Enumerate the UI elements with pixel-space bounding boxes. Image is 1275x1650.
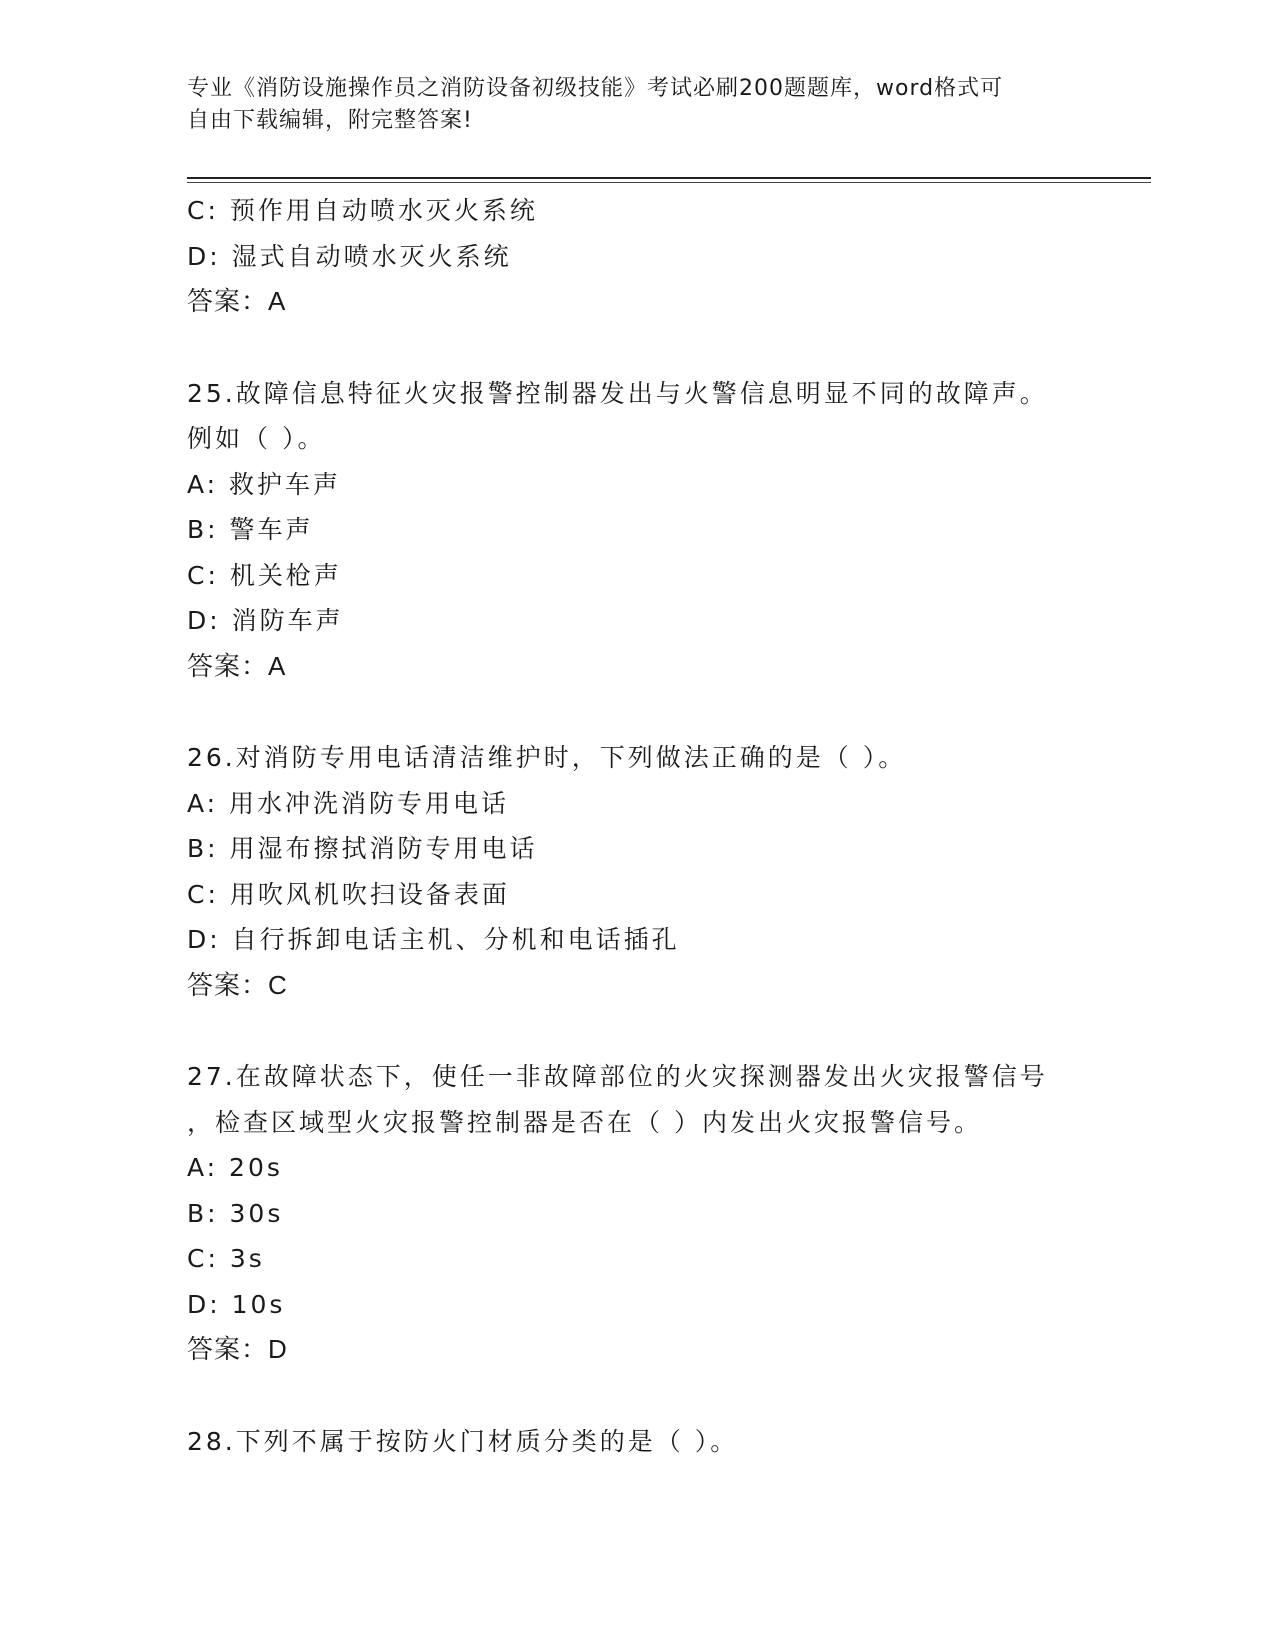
question-stem: 27.在故障状态下，使任一非故障部位的火灾探测器发出火灾报警信号 bbox=[187, 1062, 1048, 1091]
question-list bbox=[187, 188, 1087, 1464]
spacer bbox=[187, 1008, 1087, 1054]
spacer bbox=[187, 325, 1087, 371]
option-b: B: 警车声 bbox=[187, 515, 314, 544]
option-c: C: 用吹风机吹扫设备表面 bbox=[187, 879, 510, 909]
answer-line: 答案：A bbox=[187, 286, 287, 316]
question-stem: 28.下列不属于按防火门材质分类的是（ ）。 bbox=[187, 1426, 739, 1456]
option-c: C: 3s bbox=[187, 1244, 265, 1273]
answer-line: 答案：D bbox=[187, 1334, 288, 1364]
spacer bbox=[187, 689, 1087, 735]
header-divider-thin bbox=[187, 182, 1151, 183]
question-28 bbox=[187, 1419, 1087, 1465]
question-25 bbox=[187, 371, 1087, 690]
question-stem-continued: 例如（ ）。 bbox=[187, 424, 326, 453]
option-c: C: 预作用自动喷水灭火系统 bbox=[187, 196, 538, 225]
spacer bbox=[187, 1373, 1087, 1419]
question-27 bbox=[187, 1054, 1087, 1373]
question-stem-continued: ，检查区域型火灾报警控制器是否在（ ）内发出火灾报警信号。 bbox=[187, 1107, 982, 1137]
question-stem: 26.对消防专用电话清洁维护时，下列做法正确的是（ ）。 bbox=[187, 743, 907, 772]
option-b: B: 用湿布擦拭消防专用电话 bbox=[187, 834, 538, 863]
question-stem: 25.故障信息特征火灾报警控制器发出与火警信息明显不同的故障声。 bbox=[187, 378, 1048, 408]
answer-line: 答案：C bbox=[187, 969, 288, 1000]
option-a: A: 20s bbox=[187, 1153, 283, 1182]
option-d: D: 自行拆卸电话主机、分机和电话插孔 bbox=[187, 925, 680, 954]
carryover-question bbox=[187, 188, 1087, 325]
answer-line: 答案：A bbox=[187, 650, 287, 681]
option-d: D: 10s bbox=[187, 1289, 286, 1319]
option-a: A: 用水冲洗消防专用电话 bbox=[187, 788, 510, 818]
option-d: D: 消防车声 bbox=[187, 606, 344, 635]
header-line-2: 自由下载编辑，附完整答案! bbox=[187, 108, 473, 133]
option-b: B: 30s bbox=[187, 1198, 284, 1228]
option-d: D: 湿式自动喷水灭火系统 bbox=[187, 241, 512, 271]
option-c: C: 机关枪声 bbox=[187, 560, 342, 590]
header-line-1: 专业《消防设施操作员之消防设备初级技能》考试必刷200题题库，word格式可 bbox=[187, 76, 1004, 101]
header-divider-thick bbox=[187, 177, 1151, 179]
question-26 bbox=[187, 735, 1087, 1008]
option-a: A: 救护车声 bbox=[187, 469, 342, 499]
document-header bbox=[187, 73, 1067, 137]
